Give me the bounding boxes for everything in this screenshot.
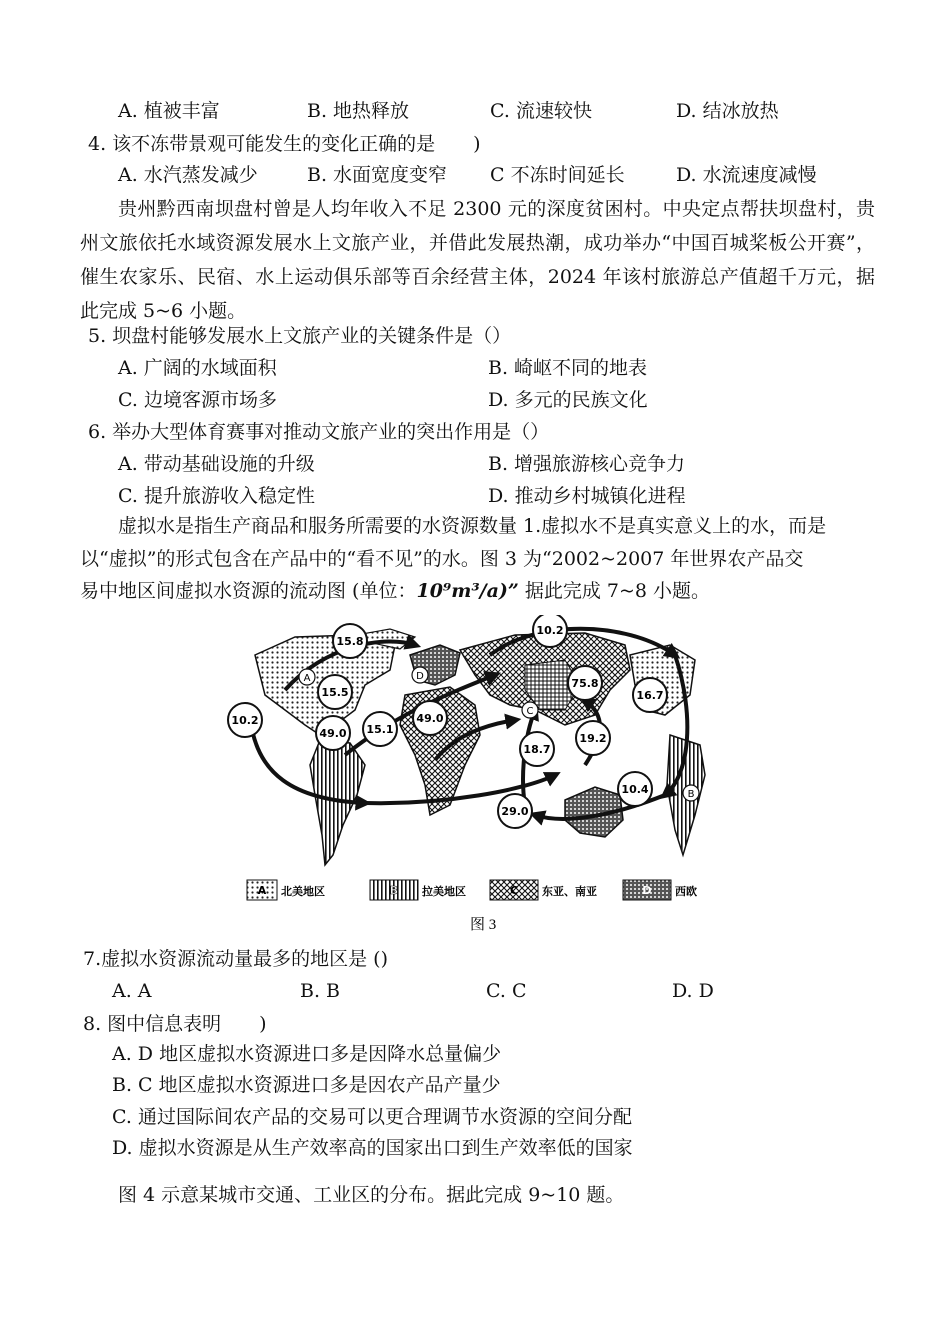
q5-option-a[interactable]: A. 广阔的水域面积	[118, 357, 277, 379]
q7-option-d[interactable]: D. D	[672, 980, 714, 1002]
flow-value-label: 75.8	[571, 677, 599, 690]
continent-americas-east	[630, 645, 705, 855]
flow-value-label: 15.5	[321, 686, 349, 699]
legend-key-b: B	[389, 884, 399, 897]
q6-option-a[interactable]: A. 带动基础设施的升级	[118, 453, 315, 475]
fig4-intro: 图 4 示意某城市交通、工业区的分布。据此完成 9~10 题。	[118, 1184, 625, 1206]
legend-label-d: 西欧	[675, 885, 697, 898]
q3-option-b[interactable]: B. 地热释放	[307, 100, 410, 122]
q8-option-b[interactable]: B. C 地区虚拟水资源进口多是因农产品产量少	[112, 1074, 501, 1096]
legend-key-c: C	[509, 884, 519, 897]
region-marker-letter: D	[416, 671, 424, 682]
q4-option-c[interactable]: C 不冻时间延长	[490, 164, 625, 186]
region-marker-letter: B	[687, 789, 695, 800]
q7-option-b[interactable]: B. B	[300, 980, 341, 1002]
flow-value-label: 29.0	[501, 805, 529, 818]
flow-value-label: 10.2	[536, 624, 564, 637]
q3-option-a[interactable]: A. 植被丰富	[118, 100, 220, 122]
flow-value-label: 10.2	[231, 714, 259, 727]
q4-option-a[interactable]: A. 水汽蒸发减少	[118, 164, 258, 186]
legend-label-c: 东亚、南亚	[542, 885, 597, 898]
flow-value-label: 15.1	[366, 723, 394, 736]
map-legend	[247, 880, 697, 900]
q3-option-c[interactable]: C. 流速较快	[490, 100, 592, 122]
passage-virtual-water-line3	[80, 578, 710, 604]
q6-option-c[interactable]: C. 提升旅游收入稳定性	[118, 485, 315, 507]
q7-stem: 7.虚拟水资源流动量最多的地区是 ()	[83, 948, 388, 970]
flow-value-label: 49.0	[416, 712, 444, 725]
flow-value-label: 15.8	[336, 635, 364, 648]
passage-line3-start: 易中地区间虚拟水资源的流动图 (单位：	[80, 580, 417, 602]
q6-stem: 6. 举办大型体育赛事对推动文旅产业的突出作用是（）	[88, 421, 550, 443]
q3-option-d[interactable]: D. 结冰放热	[676, 100, 779, 122]
q5-option-d[interactable]: D. 多元的民族文化	[488, 389, 648, 411]
q4-option-b[interactable]: B. 水面宽度变窄	[307, 164, 448, 186]
q7-option-a[interactable]: A. A	[112, 980, 152, 1002]
q8-option-a[interactable]: A. D 地区虚拟水资源进口多是因降水总量偏少	[112, 1043, 502, 1065]
q5-option-c[interactable]: C. 边境客源市场多	[118, 389, 277, 411]
q5-stem: 5. 坝盘村能够发展水上文旅产业的关键条件是（）	[88, 325, 512, 347]
q6-option-d[interactable]: D. 推动乡村城镇化进程	[488, 485, 686, 507]
legend-label-a: 北美地区	[281, 885, 325, 898]
passage-virtual-water-line2: 以“虚拟”的形式包含在产品中的“看不见”的水。图 3 为“2002~2007 年世界农产品交	[80, 548, 804, 570]
q7-option-c[interactable]: C. C	[486, 980, 527, 1002]
passage-virtual-water-line1: 虚拟水是指生产商品和服务所需要的水资源数量 1.虚拟水不是真实意义上的水，而是	[118, 515, 827, 537]
legend-key-d: D	[642, 884, 652, 897]
legend-label-b: 拉美地区	[422, 885, 466, 898]
flow-value-label: 19.2	[579, 732, 607, 745]
virtual-water-flow-map	[225, 615, 735, 950]
q5-option-b[interactable]: B. 崎岖不同的地表	[488, 357, 648, 379]
region-marker-letter: A	[303, 673, 311, 684]
q4-stem: 4. 该不冻带景观可能发生的变化正确的是 )	[88, 133, 481, 155]
q8-stem: 8. 图中信息表明 )	[83, 1013, 267, 1035]
passage-line3-end: 据此完成 7~8 小题。	[518, 580, 711, 602]
q8-option-c[interactable]: C. 通过国际间农产品的交易可以更合理调节水资源的空间分配	[112, 1106, 632, 1128]
flow-value-label: 16.7	[636, 689, 664, 702]
flow-value-label: 10.4	[621, 783, 649, 796]
q8-option-d[interactable]: D. 虚拟水资源是从生产效率高的国家出口到生产效率低的国家	[112, 1137, 633, 1159]
unit-label: 10⁹m³/a)”	[416, 580, 519, 602]
q6-option-b[interactable]: B. 增强旅游核心竞争力	[488, 453, 686, 475]
passage-bapan-village: 贵州黔西南坝盘村曾是人均年收入不足 2300 元的深度贫困村。中央定点帮扶坝盘村，贵州文旅依托水域资源发展水上文旅产业，并借此发展热潮，成功举办“中国百城桨板公开赛”，催生农家乐、民宿、水上运动俱乐部等百余经营主体，2024 年该村旅游总产值超千万元，据此完成 5~6 小题。	[80, 198, 875, 322]
flow-value-label: 18.7	[523, 743, 551, 756]
figure-caption: 图 3	[470, 917, 497, 933]
q4-option-d[interactable]: D. 水流速度减慢	[676, 164, 817, 186]
flow-value-label: 49.0	[319, 727, 347, 740]
region-marker-letter: C	[526, 706, 534, 717]
legend-key-a: A	[257, 884, 267, 897]
